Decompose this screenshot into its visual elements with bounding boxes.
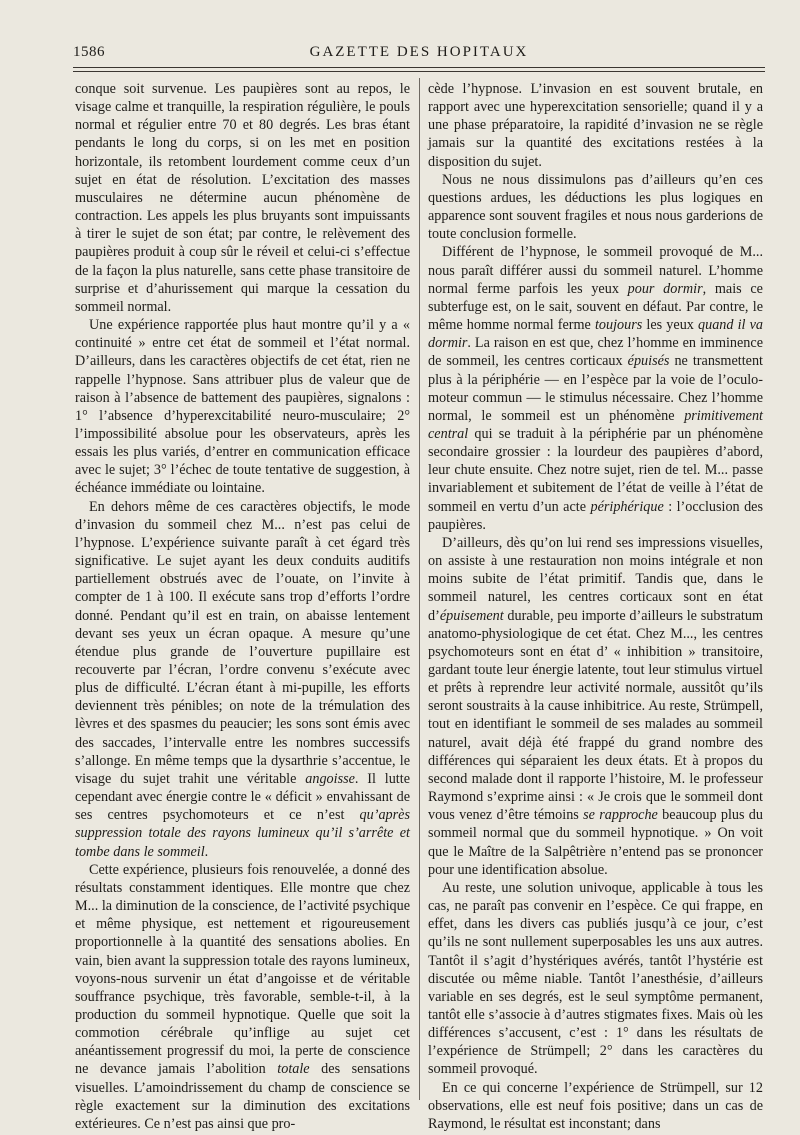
paragraph bbox=[428, 243, 763, 534]
left-column bbox=[75, 80, 410, 1133]
italic-text: primitivement central bbox=[428, 407, 763, 442]
paragraph bbox=[428, 80, 763, 171]
text-run: Une expérience rapportée plus haut montre qu’il y a « continuité » entre cet état de sommeil et l’état normal. D’ailleurs, dans les caractères objectifs de cet état, rien ne rappelle l’hypnose. Sans attribuer plus de valeur que de raison à l’absence de battement des paupières, signalons : 1° l’absence d’hyperexcitabilité neuro-musculaire; 2° l’impossibilité absolue pour les observateurs, après les essais les plus variés, d’entrer en communication efficace avec le sujet; 3° l’échec de toute tentative de suggestion, à échéance immédiate ou lointaine. bbox=[75, 317, 410, 497]
italic-text: pour dormir bbox=[627, 280, 703, 297]
paragraph bbox=[75, 498, 410, 861]
paragraph bbox=[428, 171, 763, 244]
paragraph bbox=[75, 80, 410, 316]
text-run: des sensations visuelles. L’amoindrissement du champ de conscience se règle exactement sur la diminution des excitations extérieures. Ce n’est pas ainsi que pro- bbox=[75, 1061, 410, 1132]
column-divider bbox=[419, 78, 420, 1100]
right-column bbox=[428, 80, 763, 1133]
text-run: En dehors même de ces caractères objectifs, le mode d’invasion du sommeil chez M... n’est pas celui de l’hypnose. L’expérience suivante paraît à cet égard très significative. Le sujet ayant les deux conduits auditifs partiellement obstrués avec de l’ouate, on l’invite à compter de 1 à 100. Il exécute sans trop d’efforts l’ordre donné. Pendant qu’il est en train, on abaisse lentement devant ses yeux un écran opaque. A mesure qu’une étendue plus grande de l’ouverture pupillaire est recouverte par l’écran, l’ordre convenu s’exécute avec plus de difficulté. L’écran étant à mi-pupille, les efforts deviennent très pénibles; on note de la trémulation des lèvres et des spasmes du peaucier; les sons sont émis avec des saccades, l’intervalle entre les nombres successifs s’allonge. En même temps que la dysarthrie s’accentue, le visage du sujet trahit une véritable bbox=[75, 498, 410, 787]
paragraph bbox=[75, 861, 410, 1133]
text-run: Cette expérience, plusieurs fois renouvelée, a donné des résultats constamment identiques. Elle montre que chez M... la diminution de la conscience, de l’activité psychique et même physique, est nettement et rigoureusement proportionnelle à la quantité des sensations abolies. En vain, bien avant la suppression totale des rayons lumineux, voyons-nous survenir un état d’angoisse et de véritable souffrance psychique, très favorable, semble-t-il, à la production du sommeil hypnotique. Quelle que soit la commotion cérébrale qu’inflige au sujet cet anéantissement progressif du moi, la perte de conscience ne devance jamais l’abolition bbox=[75, 861, 410, 1078]
running-title: GAZETTE DES HOPITAUX bbox=[309, 44, 529, 60]
page-number: 1586 bbox=[73, 44, 105, 60]
text-run: conque soit survenue. Les paupières sont au repos, le visage calme et tranquille, la respiration régulière, le pouls normal et régulier entre 70 et 80 degrés. Les bras étant pendants le long du corps, si on les met en position horizontale, ils retombent lourdement comme ceux d’un sujet en état de résolution. L’excitation des masses musculaires ne détermine aucun phénomène de contraction. Les appels les plus bruyants sont impuissants à tirer le sujet de son état; par contre, le relèvement des paupières produit à coup sûr le réveil et celui-ci s’effectue de la façon la plus naturelle, sans cette phase transitoire de surprise et d’ahurissement qui marque la cessation du sommeil normal. bbox=[75, 81, 410, 315]
paragraph bbox=[428, 879, 763, 1079]
text-run: Nous ne nous dissimulons pas d’ailleurs qu’en ces questions ardues, les déductions les plus logiques en apparence sont souvent fragiles et nous nous garderions de toute conclusion formelle. bbox=[428, 171, 763, 243]
italic-text: épuisés bbox=[627, 353, 670, 370]
text-run: . Il lutte cependant avec énergie contre le « déficit » envahissant de ses centres psychomoteurs et ce n’est bbox=[75, 770, 410, 824]
italic-text: totale bbox=[277, 1061, 310, 1078]
text-run: , mais ce subterfuge est, on le sait, souvent en défaut. Par contre, le même homme normal ferme bbox=[428, 280, 763, 334]
text-run: les yeux bbox=[642, 317, 698, 334]
text-run: Différent de l’hypnose, le sommeil provoqué de M... nous paraît différer aussi du sommeil naturel. L’homme normal ferme parfois les yeux bbox=[428, 244, 763, 297]
text-run: Au reste, une solution univoque, applicable à tous les cas, ne paraît pas convenir en l’espèce. Ce qui frappe, en effet, dans les divers cas publiés jusqu’à ce jour, c’est qu’ils ne sont nullement superposables les uns aux autres. Tantôt il s’agit d’hystériques avérés, tantôt l’hystérie est discutée ou même niable. Tantôt l’anesthésie, d’ailleurs variable en ses degrés, est le seul symptôme permanent, tantôt elle s’associe à d’autres stigmates fixes. Mais où les différences s’accusent, c’est : 1° dans les résultats de l’expérience de Strümpell; 2° dans les caractères du sommeil provoqué. bbox=[428, 879, 763, 1078]
text-run: cède l’hypnose. L’invasion en est souvent brutale, en rapport avec une hyperexcitation sensorielle; quand il y a une phase préparatoire, la rapidité d’invasion ne se règle jamais sur la quantité des excitations restées à la disposition du sujet. bbox=[428, 81, 763, 170]
text-run: D’ailleurs, dès qu’on lui rend ses impressions visuelles, on assiste à une restauration non moins intégrale et non moins subite de l’état primitif. Tandis que, dans le sommeil naturel, les centres corticaux sont en état d’ bbox=[428, 534, 763, 624]
italic-text: se rapproche bbox=[583, 807, 658, 824]
text-run: beaucoup plus du sommeil normal que du sommeil hypnotique. » On voit que le Maître de la Salpêtrière n’entend pas se prononcer pour une identification absolue. bbox=[428, 807, 763, 878]
header-rule-top bbox=[73, 67, 765, 68]
header-rule-bottom bbox=[73, 71, 765, 72]
text-run: En ce qui concerne l’expérience de Strümpell, sur 12 observations, elle est neuf fois positive; dans un cas de Raymond, le résultat est inconstant; dans bbox=[428, 1079, 763, 1132]
paragraph bbox=[428, 534, 763, 879]
page-header bbox=[73, 44, 765, 64]
italic-text: angoisse bbox=[305, 770, 355, 787]
text-run: qui se traduit à la périphérie par un phénomène secondaire grossier : la lourdeur des paupières d’abord, leur chute ensuite. Chez notre sujet, rien de tel. M... passe invariablement et subitement de l’état de veille à l’état de sommeil en vertu d’un acte bbox=[428, 425, 763, 515]
italic-text: qu’après suppression totale des rayons lumineux qu’il s’arrête et tombe dans le sommeil bbox=[75, 807, 410, 860]
text-run: ne transmettent plus à la périphérie — en l’espèce par la voie de l’oculo-moteur commun — le stimulus nécessaire. Chez l’homme normal, le sommeil est un phénomène bbox=[428, 353, 763, 424]
paragraph bbox=[75, 316, 410, 498]
paragraph bbox=[428, 1079, 763, 1133]
italic-text: épuisement bbox=[439, 607, 504, 624]
italic-text: toujours bbox=[594, 317, 643, 334]
italic-text: périphérique bbox=[590, 498, 664, 515]
text-run: . La raison en est que, chez l’homme en imminence de sommeil, les centres corticaux bbox=[428, 335, 763, 370]
text-run: . bbox=[204, 843, 209, 860]
text-run: : l’occlusion des paupières. bbox=[428, 498, 763, 533]
text-run: durable, peu importe d’ailleurs le substratum anatomo-physiologique de cet état. Chez M..., les centres psychomoteurs sont en état d’ « inhibition » transitoire, gardant toute leur énergie latente, tout leur stimulus virtuel et prêts à reprendre leur activité normale, aussitôt qu’ils seront soustraits à la cause inhibitrice. Au reste, Strümpell, tout en identifiant le sommeil de ses malades au sommeil naturel, avait déjà été frappé du grand nombre des différences qui séparaient les deux états. Et à propos du second malade dont il rapporte l’histoire, M. le professeur Raymond s’exprime ainsi : « Je crois que le sommeil dont vous venez d’être témoins bbox=[428, 607, 763, 824]
italic-text: quand il va dormir bbox=[428, 317, 763, 352]
